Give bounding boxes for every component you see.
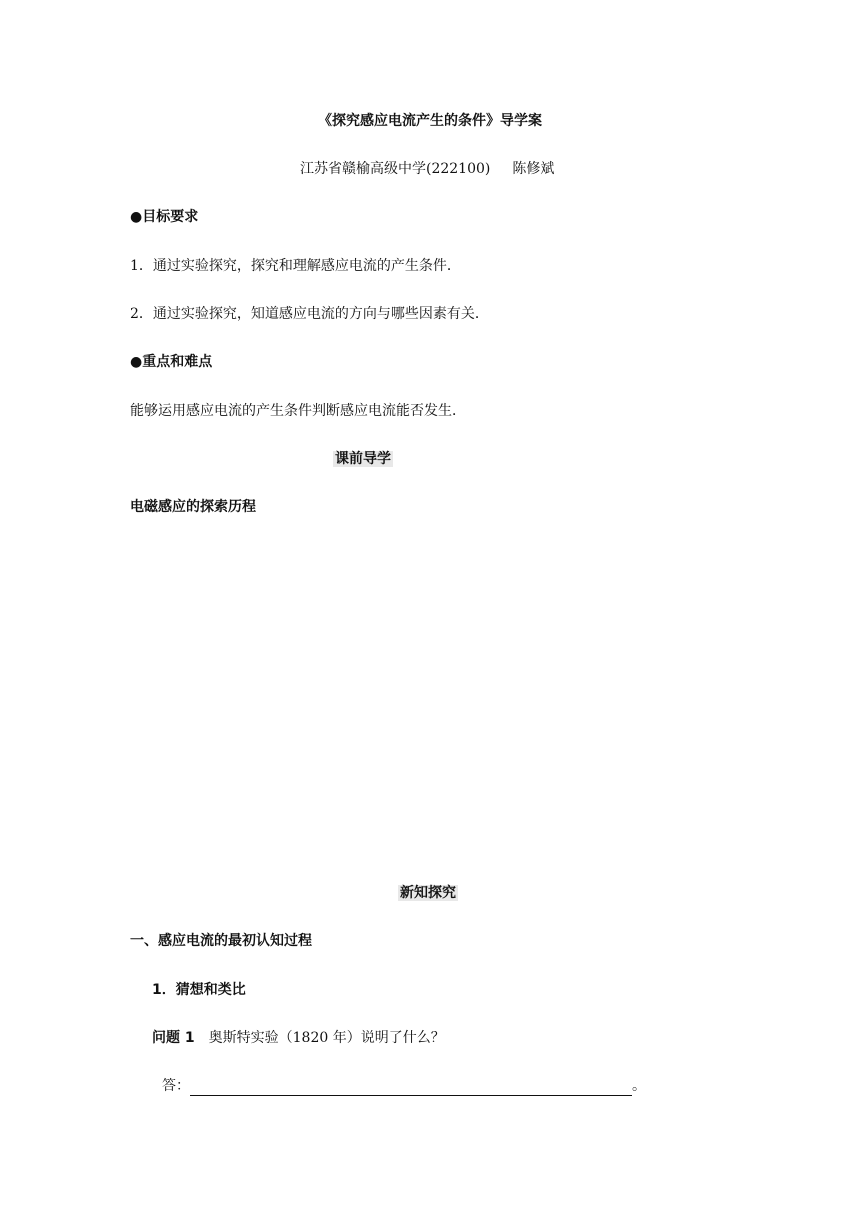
subsection-1-heading: 1．猜想和类比	[152, 982, 246, 998]
answer-blank[interactable]	[190, 1079, 632, 1096]
answer-line	[162, 1076, 646, 1096]
author-school: 江苏省赣榆高级中学(222100)	[300, 161, 491, 177]
author-line	[300, 159, 554, 179]
author-name: 陈修斌	[512, 161, 555, 177]
goal-item-1: 1．通过实验探究，探究和理解感应电流的产生条件．	[130, 258, 461, 274]
section-1-heading: 一、感应电流的最初认知过程	[130, 933, 312, 949]
question-1-label: 问题 1	[152, 1030, 195, 1046]
new-knowledge-heading	[398, 883, 458, 903]
preclass-heading-label: 课前导学	[335, 451, 391, 467]
history-heading: 电磁感应的探索历程	[130, 499, 256, 515]
preclass-heading	[333, 449, 393, 469]
goal-item-2: 2．通过实验探究，知道感应电流的方向与哪些因素有关．	[130, 306, 489, 322]
question-1	[152, 1028, 445, 1048]
new-knowledge-heading-label: 新知探究	[400, 885, 456, 901]
key-points-heading: ●重点和难点	[130, 354, 213, 370]
answer-label: 答：	[162, 1078, 190, 1094]
question-1-text: 奥斯特实验（1820 年）说明了什么？	[208, 1030, 445, 1046]
key-points-text: 能够运用感应电流的产生条件判断感应电流能否发生．	[130, 403, 466, 419]
goals-heading: ●目标要求	[130, 209, 199, 225]
document-title: 《探究感应电流产生的条件》导学案	[318, 113, 542, 129]
answer-end-mark: 。	[632, 1078, 646, 1094]
